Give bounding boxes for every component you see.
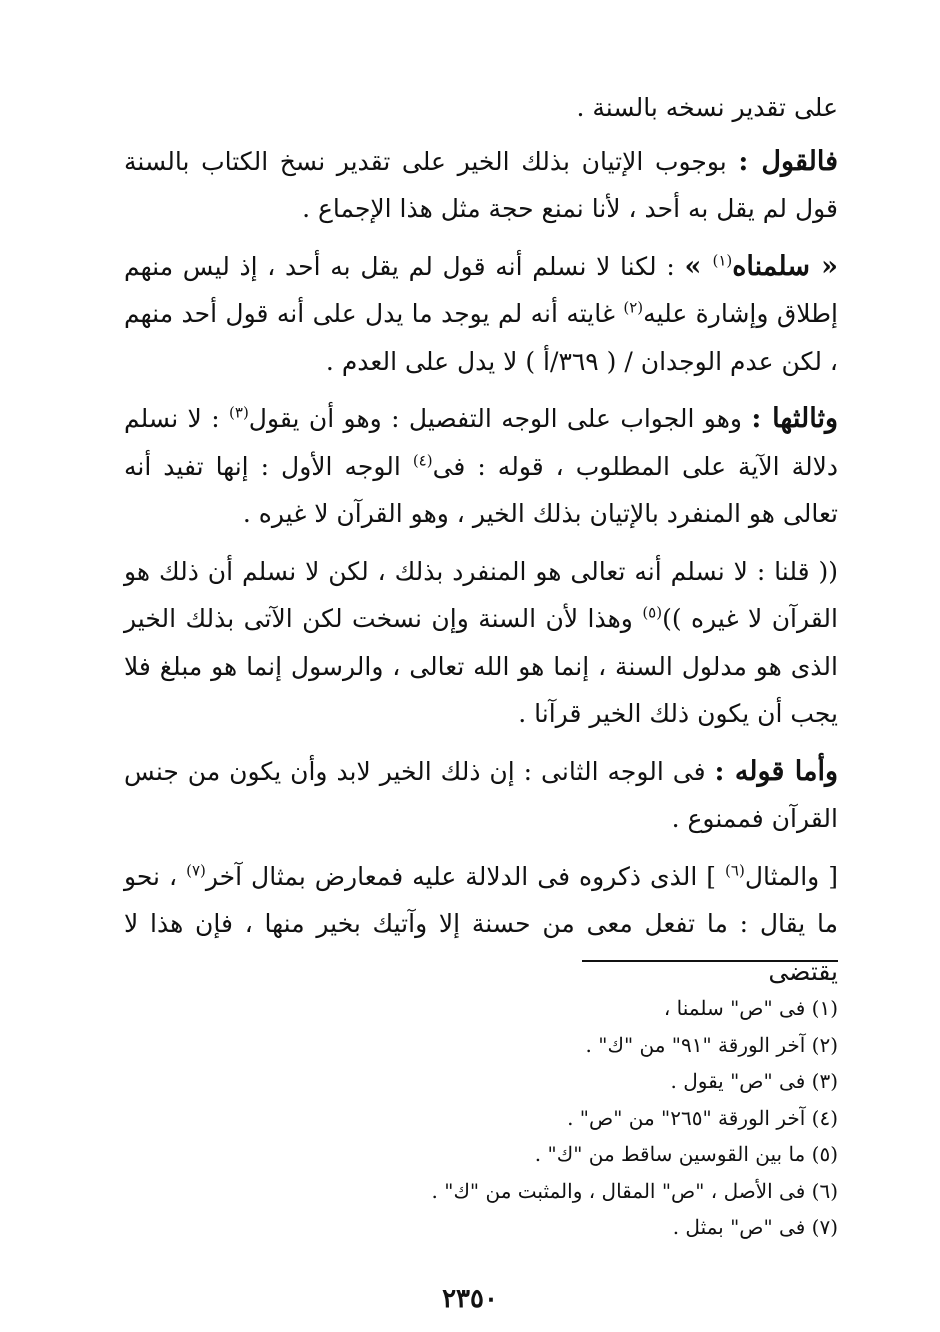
paragraph-2 xyxy=(124,138,838,233)
footnote-ref-7: (٧) xyxy=(186,861,206,880)
paragraph-text: على تقدير نسخه بالسنة . xyxy=(576,93,838,122)
paragraph-text-cont: ، نحو ما يقال : ما تفعل معى من حسنة إلا وآتيك بخير منها ، فإن هذا لا يقتضى xyxy=(124,861,838,986)
paragraph-text-cont: : لا نسلم دلالة الآية على المطلوب ، قوله : فى xyxy=(124,404,838,481)
footnote-3: (٣) فى "ص" يقول . xyxy=(670,1069,838,1093)
footnote-4: (٤) آخر الورقة "٢٦٥" من "ص" . xyxy=(567,1105,838,1130)
paragraph-5 xyxy=(124,548,838,738)
footnote-ref-6: (٦) xyxy=(725,861,745,880)
footnote-ref-2: (٢) xyxy=(623,298,644,317)
footnote-divider xyxy=(582,960,838,962)
footnote-ref-1: (١) xyxy=(712,251,733,270)
footnotes xyxy=(124,990,838,1246)
paragraph-text-cont: الوجه الأول : إنها تفيد أنه تعالى هو المنفرد بالإتيان بذلك الخير ، وهو القرآن لا غيره . xyxy=(124,451,838,528)
paragraph-text: [ والمثال xyxy=(744,861,838,891)
paragraph-text: (( قلنا : لا نسلم أنه تعالى هو المنفرد بذلك ، لكن لا نسلم أن ذلك هو القرآن لا غيره )) xyxy=(124,556,838,633)
paragraph-7 xyxy=(124,853,838,996)
paragraph-text-cont: وهذا لأن السنة وإن نسخت لكن الآتى بذلك الخير الذى هو مدلول السنة ، إنما هو الله تعالى ، والرسول إنما هو مبلغ فلا يجب أن يكون ذلك الخير قرآنا . xyxy=(124,604,838,728)
paragraph-lead: وأما قوله : xyxy=(714,755,838,787)
paragraph-1 xyxy=(124,84,838,132)
paragraph-lead: « سلمناه xyxy=(732,250,838,282)
paragraph-lead: فالقول : xyxy=(738,145,839,177)
paragraph-text-cont: ] الذى ذكروه فى الدلالة عليه فمعارض بمثال آخر xyxy=(205,861,726,891)
main-text xyxy=(124,84,838,1005)
footnote-ref-5: (٥) xyxy=(642,603,663,622)
page-number: ٢٣٥٠ xyxy=(442,1284,498,1314)
paragraph-text: فى الوجه الثانى : إن ذلك الخير لابد وأن يكون من جنس القرآن فممنوع . xyxy=(124,756,838,833)
paragraph-3 xyxy=(124,243,838,386)
paragraph-text: بوجوب الإتيان بذلك الخير على تقدير نسخ الكتاب بالسنة قول لم يقل به أحد ، لأنا نمنع حجة مثل هذا الإجماع . xyxy=(124,146,838,223)
paragraph-6 xyxy=(124,748,838,843)
footnote-2: (٢) آخر الورقة "٩١" من "ك" . xyxy=(585,1032,838,1057)
paragraph-text: وهو الجواب على الوجه التفصيل : وهو أن يقول xyxy=(248,404,752,433)
footnote-ref-3: (٣) xyxy=(229,403,249,422)
paragraph-lead: وثالثها : xyxy=(751,403,839,434)
footnote-7: (٧) فى "ص" بمثل . xyxy=(672,1215,838,1239)
footnote-5: (٥) ما بين القوسين ساقط من "ك" . xyxy=(534,1142,838,1166)
paragraph-4 xyxy=(124,395,838,538)
footnote-6: (٦) فى الأصل ، "ص" المقال ، والمثبت من "ك" . xyxy=(431,1178,838,1203)
paragraph-text-cont: غايته أنه لم يوجد ما يدل على أنه قول أحد منهم ، لكن عدم الوجدان / ( ٣٦٩/أ ) لا يدل على العدم . xyxy=(124,299,838,376)
footnote-ref-4: (٤) xyxy=(412,451,433,470)
paragraph-text: : لكنا لا نسلم أنه قول لم يقل به أحد ، إذ ليس منهم إطلاق وإشارة عليه xyxy=(124,251,838,328)
paragraph-lead-end: » xyxy=(684,250,713,282)
footnote-1: (١) فى "ص" سلمنا ، xyxy=(663,996,838,1020)
